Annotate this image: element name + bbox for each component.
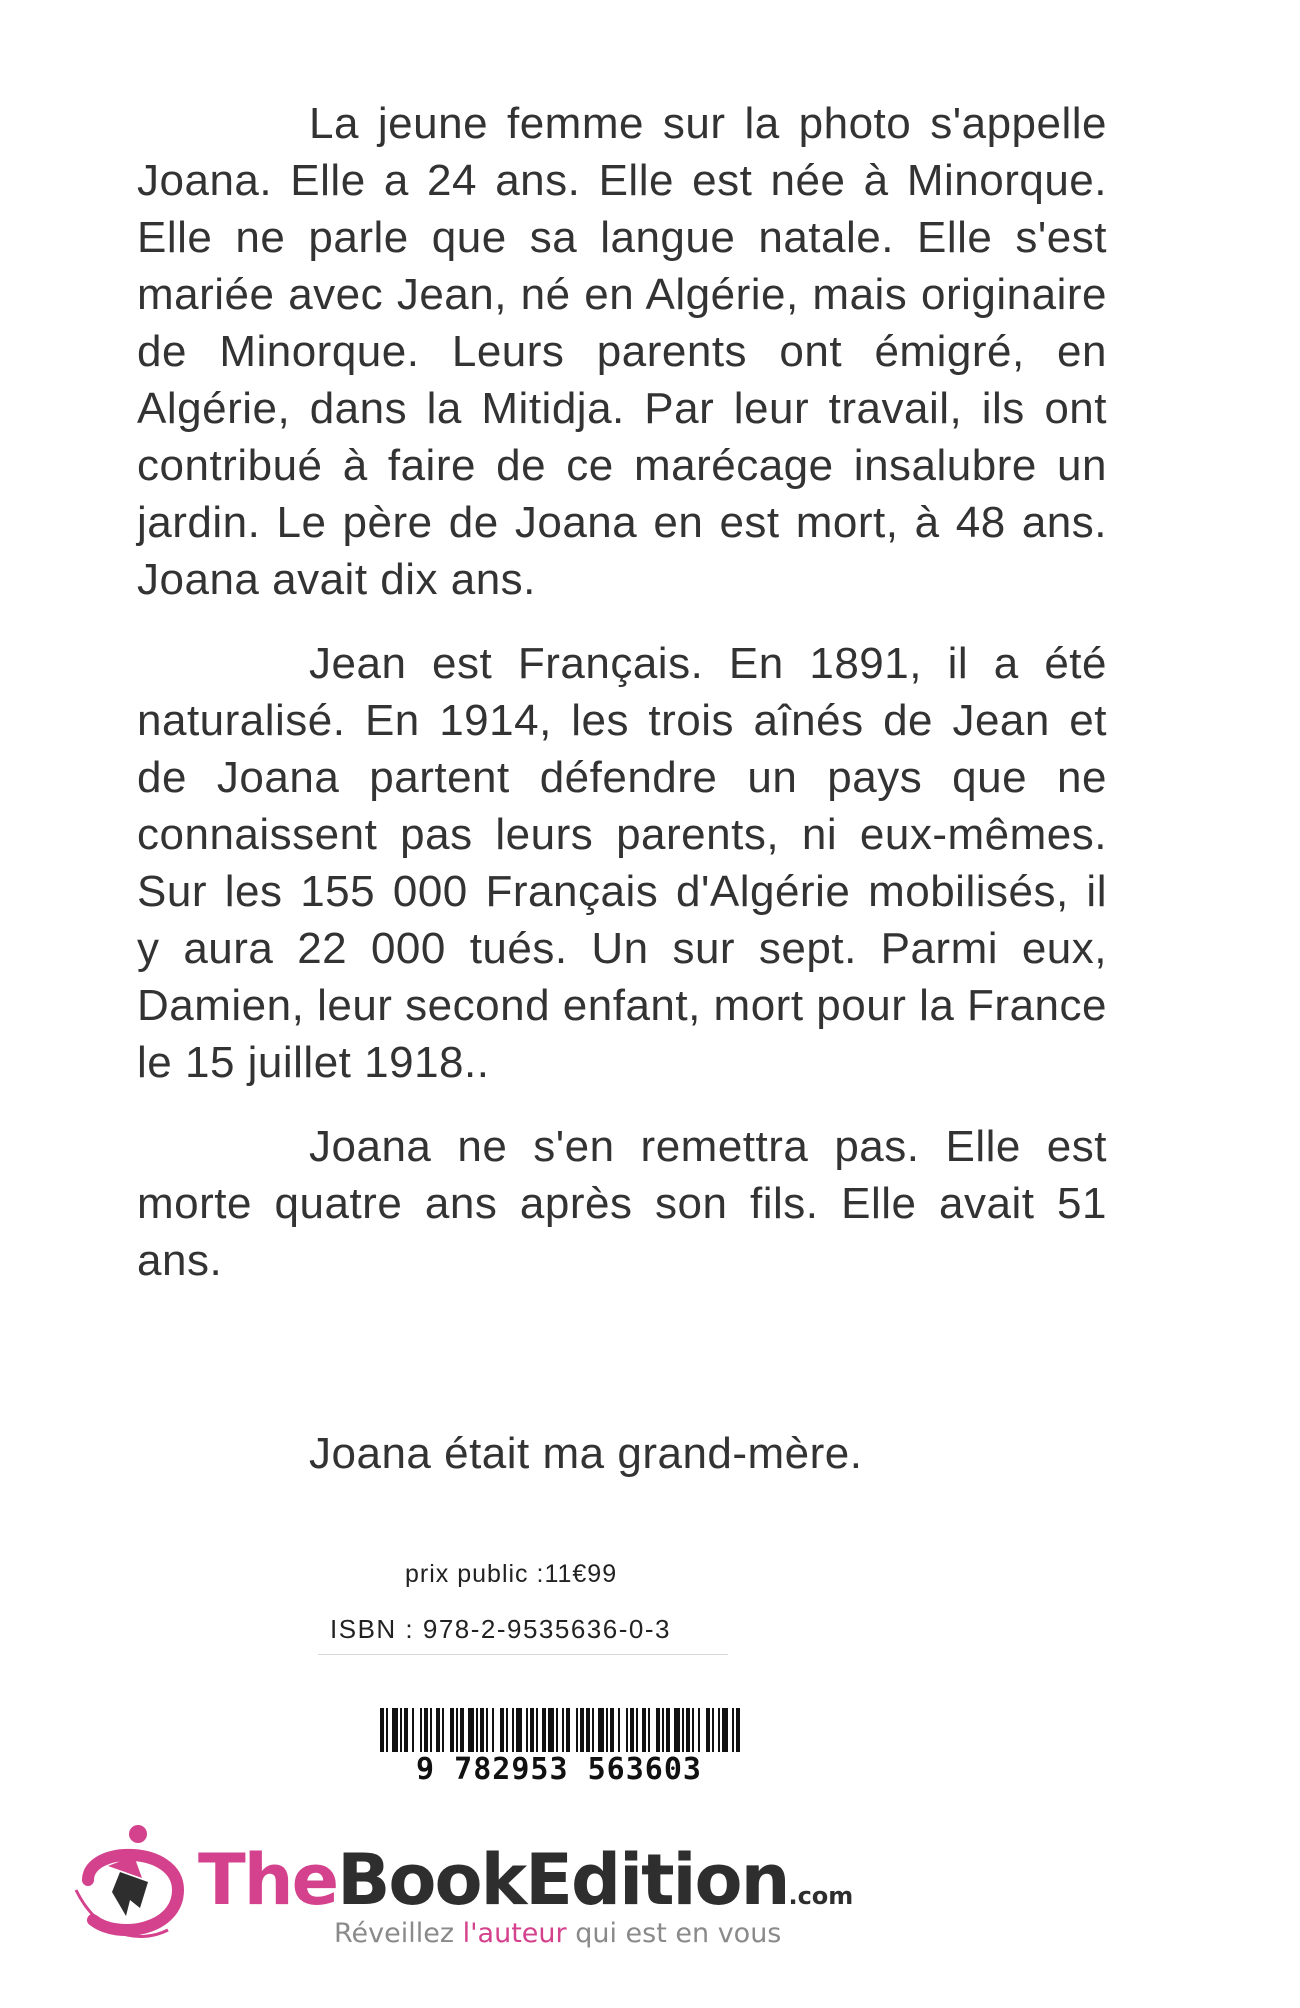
logo-wordmark: TheBookEdition.com bbox=[198, 1839, 854, 1921]
barcode-bar bbox=[480, 1708, 484, 1758]
barcode-bar bbox=[404, 1708, 408, 1758]
barcode-bar bbox=[430, 1708, 432, 1758]
barcode-bar bbox=[400, 1708, 402, 1758]
barcode-bar bbox=[516, 1708, 522, 1758]
barcode-digits: 9 782953 563603 bbox=[376, 1752, 742, 1787]
barcode-bar bbox=[392, 1708, 398, 1758]
barcode-bar bbox=[598, 1708, 604, 1758]
barcode-bar bbox=[492, 1708, 494, 1758]
barcode-bar bbox=[674, 1708, 680, 1758]
barcode-bar bbox=[732, 1708, 734, 1758]
paragraph-3: Joana ne s'en remettra pas. Elle est morte quatre ans après son fils. Elle avait 51 ans. bbox=[137, 1122, 1107, 1285]
barcode-bar bbox=[468, 1708, 474, 1758]
barcode-bar bbox=[442, 1708, 444, 1758]
paragraph-1: La jeune femme sur la photo s'appelle Joana. Elle a 24 ans. Elle est née à Minorque. Elle ne parle que sa langue natale. Elle s'est mariée avec Jean, né en Algérie, mais originaire de Minorque. Leurs parents ont émigré, en Algérie, dans la Mitidja. Par leur travail, ils ont contribué à faire de ce marécage insalubre un jardin. Le père de Joana en est mort, à 48 ans. Joana avait dix ans. bbox=[137, 99, 1107, 604]
barcode-bar bbox=[542, 1708, 546, 1758]
barcode-bar bbox=[436, 1708, 440, 1758]
barcode-bar bbox=[460, 1708, 464, 1758]
barcode-bar bbox=[706, 1708, 710, 1758]
publisher-logo bbox=[68, 1820, 868, 1960]
barcode-bar bbox=[500, 1708, 504, 1758]
barcode-bar bbox=[556, 1708, 558, 1758]
barcode-bar bbox=[548, 1708, 554, 1758]
barcode-bar bbox=[592, 1708, 594, 1758]
barcode-bar bbox=[682, 1708, 684, 1758]
paragraph-2: Jean est Français. En 1891, il a été naturalisé. En 1914, les trois aînés de Jean et de Joana partent défendre un pays que ne connaissent pas leurs parents, ni eux-mêmes. Sur les 155 000 Français d'Algérie mobilisés, il y aura 22 000 tués. Un sur sept. Parmi eux, Damien, leur second enfant, mort pour la France le 15 juillet 1918.. bbox=[137, 639, 1107, 1087]
barcode-bar bbox=[566, 1708, 570, 1758]
barcode-bar bbox=[512, 1708, 514, 1758]
thebookedition-logo-icon bbox=[68, 1820, 188, 1950]
barcode-bar bbox=[618, 1708, 620, 1758]
barcode-bar bbox=[662, 1708, 664, 1758]
barcode-bar bbox=[576, 1708, 578, 1758]
barcode-bar bbox=[586, 1708, 590, 1758]
barcode-bar bbox=[698, 1708, 700, 1758]
barcode-bar bbox=[580, 1708, 584, 1758]
barcode-bar bbox=[718, 1708, 720, 1758]
barcode-bar bbox=[666, 1708, 670, 1758]
barcode-bar bbox=[476, 1708, 478, 1758]
barcode-bar bbox=[636, 1708, 638, 1758]
divider bbox=[318, 1654, 728, 1655]
logo-tagline: Réveillez l'auteur qui est en vous bbox=[334, 1918, 782, 1949]
barcode-bar bbox=[412, 1708, 414, 1758]
barcode-bar bbox=[562, 1708, 564, 1758]
barcode-bar bbox=[456, 1708, 458, 1758]
price-label: prix public :11€99 bbox=[405, 1560, 618, 1588]
barcode-bar bbox=[648, 1708, 650, 1758]
barcode-bar bbox=[626, 1708, 628, 1758]
barcode-bar bbox=[606, 1708, 608, 1758]
barcode-bar bbox=[630, 1708, 634, 1758]
isbn-label: ISBN : 978-2-9535636-0-3 bbox=[330, 1614, 671, 1644]
story-text bbox=[137, 95, 1107, 1316]
barcode-bar bbox=[486, 1708, 488, 1758]
barcode-bar bbox=[530, 1708, 534, 1758]
barcode-bar bbox=[380, 1708, 384, 1758]
barcode-bar bbox=[536, 1708, 538, 1758]
barcode-bar bbox=[722, 1708, 728, 1758]
barcode-bar bbox=[424, 1708, 428, 1758]
barcode-bar bbox=[686, 1708, 690, 1758]
barcode-bar bbox=[692, 1708, 694, 1758]
signoff-line: Joana était ma grand-mère. bbox=[309, 1429, 863, 1478]
barcode-bar bbox=[656, 1708, 660, 1758]
barcode-bar bbox=[506, 1708, 508, 1758]
barcode-bar bbox=[642, 1708, 646, 1758]
barcode-bar bbox=[450, 1708, 454, 1758]
barcode-bar bbox=[386, 1708, 388, 1758]
barcode-bar bbox=[420, 1708, 422, 1758]
barcode-bar bbox=[712, 1708, 714, 1758]
barcode-bar bbox=[610, 1708, 614, 1758]
barcode-bar bbox=[526, 1708, 528, 1758]
barcode-bar bbox=[736, 1708, 740, 1758]
